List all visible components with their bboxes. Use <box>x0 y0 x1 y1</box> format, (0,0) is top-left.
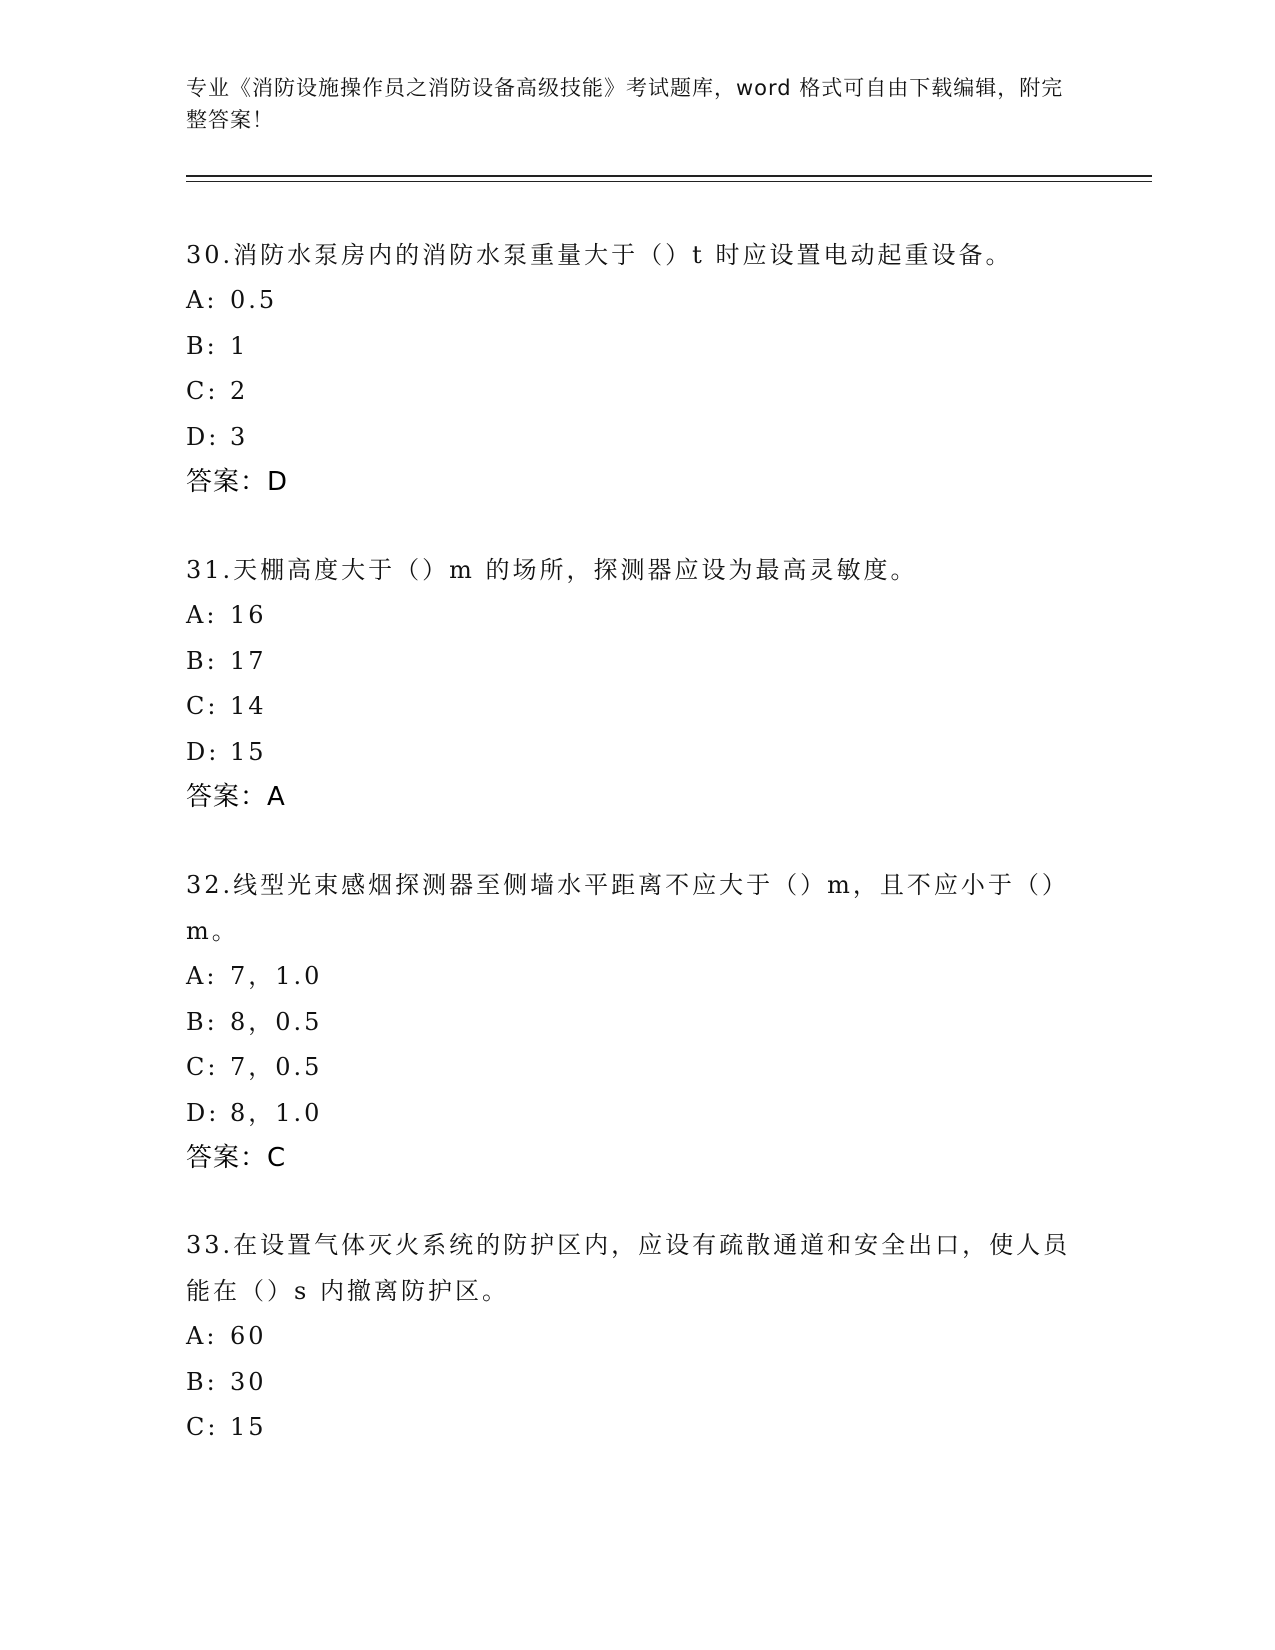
option-b <box>186 1000 1086 1046</box>
option-b <box>186 1360 1086 1406</box>
option-letter: B: <box>186 331 218 360</box>
question-32 <box>186 862 1086 1180</box>
option-d <box>186 730 1086 776</box>
option-letter: D: <box>186 422 220 451</box>
option-text: 15 <box>230 737 267 766</box>
option-letter: C: <box>186 377 219 405</box>
option-letter: A: <box>186 286 218 314</box>
option-d <box>186 415 1086 461</box>
answer-line <box>186 1136 1086 1180</box>
option-c <box>186 369 1086 415</box>
option-a <box>186 278 1086 324</box>
option-text: 0.5 <box>230 286 278 314</box>
option-letter: D: <box>186 1098 220 1127</box>
option-c <box>186 1405 1086 1451</box>
option-text: 1 <box>230 331 249 360</box>
question-stem: 30.消防水泵房内的消防水泵重量大于（）t 时应设置电动起重设备。 <box>186 241 1013 269</box>
option-a <box>186 593 1086 639</box>
question-stem: 32.线型光束感烟探测器至侧墙水平距离不应大于（）m，且不应小于（）m。 <box>186 871 1069 945</box>
answer-line <box>186 460 1086 504</box>
answer-label: 答案： <box>186 1143 268 1173</box>
option-text: 3 <box>230 422 249 451</box>
answer-line <box>186 775 1086 819</box>
option-d <box>186 1091 1086 1137</box>
header-divider-secondary <box>186 181 1152 182</box>
question-33 <box>186 1222 1086 1451</box>
option-letter: D: <box>186 737 220 766</box>
option-text: 16 <box>230 601 267 629</box>
option-letter: A: <box>186 1322 218 1350</box>
question-stem: 33.在设置气体灭火系统的防护区内，应设有疏散通道和安全出口，使人员能在（）s 内撤离防护区。 <box>186 1231 1071 1305</box>
option-letter: A: <box>186 962 218 990</box>
option-letter: C: <box>186 1413 219 1441</box>
option-c <box>186 684 1086 730</box>
option-a <box>186 954 1086 1000</box>
option-text: 7，0.5 <box>230 1053 323 1081</box>
option-letter: A: <box>186 601 218 629</box>
question-31 <box>186 547 1086 819</box>
option-c <box>186 1045 1086 1091</box>
option-b <box>186 324 1086 370</box>
option-text: 8，1.0 <box>230 1098 323 1127</box>
option-text: 15 <box>230 1413 267 1441</box>
document-header: 专业《消防设施操作员之消防设备高级技能》考试题库，word 格式可自由下载编辑，附完整答案！ <box>186 76 1064 132</box>
option-text: 2 <box>230 377 249 405</box>
answer-value: C <box>267 1143 287 1173</box>
answer-value: A <box>267 782 286 812</box>
option-text: 30 <box>230 1367 267 1396</box>
answer-label: 答案： <box>186 467 268 497</box>
answer-label: 答案： <box>186 782 268 812</box>
question-stem: 31.天棚高度大于（）m 的场所，探测器应设为最高灵敏度。 <box>186 556 918 584</box>
option-text: 8，0.5 <box>230 1007 323 1036</box>
option-b <box>186 639 1086 685</box>
option-letter: C: <box>186 1053 219 1081</box>
option-letter: B: <box>186 1007 218 1036</box>
question-30 <box>186 232 1086 504</box>
option-letter: B: <box>186 646 218 675</box>
option-text: 60 <box>230 1322 267 1350</box>
option-text: 14 <box>230 692 267 720</box>
option-text: 7，1.0 <box>230 962 323 990</box>
option-text: 17 <box>230 646 267 675</box>
header-divider <box>186 175 1152 177</box>
answer-value: D <box>267 467 289 497</box>
option-letter: C: <box>186 692 219 720</box>
option-letter: B: <box>186 1367 218 1396</box>
option-a <box>186 1314 1086 1360</box>
